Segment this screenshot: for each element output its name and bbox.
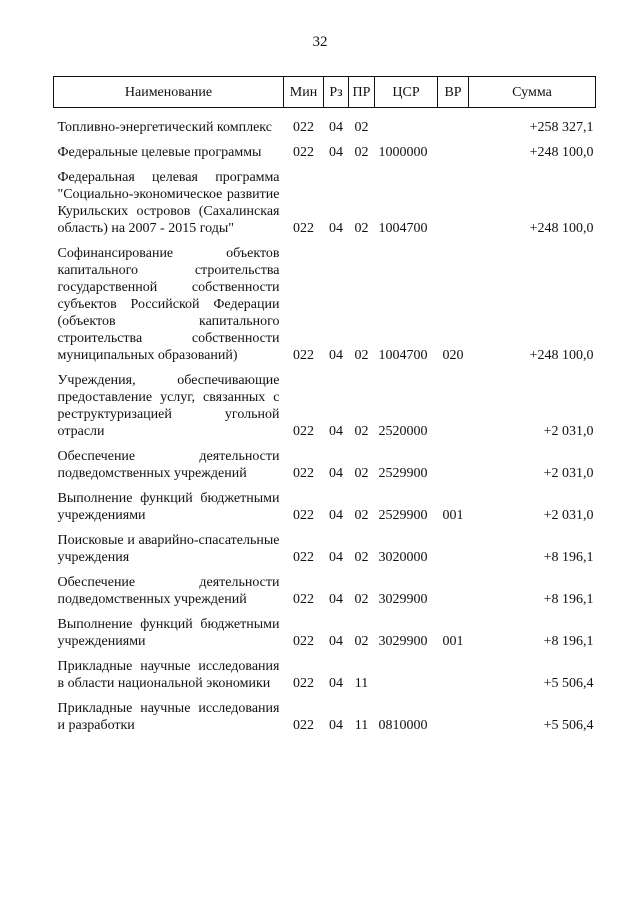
row-min: 022 (293, 466, 314, 481)
row-name: Федеральная целевая программа "Социально-экономическое развитие Курильских островов (Сахалинская область) на 2007 - 2015 годы" (57, 170, 280, 236)
row-name: Софинансирование объектов капитального строительства государственной собственности субъектов Российской Федерации (объектов капитального строительства собственности муниципальных образований) (57, 246, 280, 363)
table-row (54, 650, 596, 692)
row-pr: 02 (354, 221, 369, 236)
row-sum: +248 100,0 (529, 145, 594, 160)
row-sum: +8 196,1 (543, 550, 594, 565)
row-min: 022 (293, 120, 314, 135)
row-sum: +248 100,0 (529, 348, 594, 363)
row-csr: 2529900 (378, 508, 428, 523)
row-rz: 04 (329, 634, 343, 649)
row-rz: 04 (329, 676, 343, 691)
header-name: Наименование (54, 77, 284, 108)
row-name: Топливно-энергетический комплекс (57, 120, 272, 135)
row-rz: 04 (329, 718, 343, 733)
row-csr: 3029900 (378, 592, 428, 607)
row-vr: 020 (442, 348, 464, 363)
row-name: Федеральные целевые программы (57, 145, 262, 160)
row-min: 022 (293, 424, 314, 439)
row-sum: +8 196,1 (543, 592, 594, 607)
row-sum: +2 031,0 (543, 466, 594, 481)
row-vr (438, 650, 469, 692)
row-pr: 02 (354, 120, 369, 135)
row-rz: 04 (329, 424, 343, 439)
row-vr (438, 524, 469, 566)
row-min: 022 (293, 676, 314, 691)
row-vr: 001 (442, 634, 464, 649)
row-csr: 1004700 (378, 348, 428, 363)
row-min: 022 (293, 348, 314, 363)
row-min: 022 (293, 718, 314, 733)
row-csr: 2520000 (378, 424, 428, 439)
row-sum: +5 506,4 (543, 718, 594, 733)
row-sum: +2 031,0 (543, 424, 594, 439)
row-csr: 3029900 (378, 634, 428, 649)
row-name: Обеспечение деятельности подведомственных учреждений (57, 575, 280, 607)
row-rz: 04 (329, 508, 343, 523)
row-pr: 02 (354, 634, 369, 649)
table-row (54, 237, 596, 364)
row-vr (438, 108, 469, 137)
row-rz: 04 (329, 466, 343, 481)
row-pr: 11 (354, 676, 369, 691)
header-rz: Рз (324, 77, 349, 108)
table-row (54, 524, 596, 566)
row-name: Обеспечение деятельности подведомственных учреждений (57, 449, 280, 481)
table-body (54, 108, 596, 735)
row-name: Прикладные научные исследования в области национальной экономики (57, 659, 280, 691)
row-vr (438, 440, 469, 482)
row-pr: 02 (354, 466, 369, 481)
row-rz: 04 (329, 221, 343, 236)
header-pr: ПР (349, 77, 375, 108)
row-sum: +258 327,1 (529, 120, 594, 135)
table-row (54, 108, 596, 137)
row-rz: 04 (329, 348, 343, 363)
row-name: Выполнение функций бюджетными учреждениями (57, 491, 280, 523)
row-pr: 02 (354, 145, 369, 160)
row-pr: 02 (354, 348, 369, 363)
row-name: Поисковые и аварийно-спасательные учреждения (57, 533, 280, 565)
row-csr (375, 650, 438, 692)
row-min: 022 (293, 592, 314, 607)
row-rz: 04 (329, 550, 343, 565)
row-sum: +8 196,1 (543, 634, 594, 649)
row-csr: 2529900 (378, 466, 428, 481)
row-vr (438, 692, 469, 734)
row-name: Прикладные научные исследования и разработки (57, 701, 280, 733)
row-name: Выполнение функций бюджетными учреждениями (57, 617, 280, 649)
row-vr: 001 (442, 508, 464, 523)
row-name: Учреждения, обеспечивающие предоставление услуг, связанных с реструктуризацией угольной отрасли (57, 373, 280, 439)
row-min: 022 (293, 550, 314, 565)
table-row (54, 608, 596, 650)
row-sum: +248 100,0 (529, 221, 594, 236)
table-header-row (54, 77, 596, 108)
row-vr (438, 161, 469, 237)
row-csr: 1004700 (378, 221, 428, 236)
row-csr: 0810000 (378, 718, 428, 733)
row-sum: +5 506,4 (543, 676, 594, 691)
row-min: 022 (293, 145, 314, 160)
row-min: 022 (293, 221, 314, 236)
table-row (54, 136, 596, 161)
row-pr: 11 (354, 718, 369, 733)
row-pr: 02 (354, 592, 369, 607)
header-csr: ЦСР (375, 77, 438, 108)
row-vr (438, 566, 469, 608)
page-number: 32 (312, 34, 328, 50)
header-min: Мин (284, 77, 324, 108)
header-vr: ВР (438, 77, 469, 108)
row-rz: 04 (329, 145, 343, 160)
row-rz: 04 (329, 592, 343, 607)
row-rz: 04 (329, 120, 343, 135)
row-csr (375, 108, 438, 137)
header-sum: Сумма (469, 77, 596, 108)
table-row (54, 566, 596, 608)
row-csr: 1000000 (378, 145, 428, 160)
row-csr: 3020000 (378, 550, 428, 565)
row-min: 022 (293, 634, 314, 649)
row-vr (438, 136, 469, 161)
table-row (54, 440, 596, 482)
budget-table (53, 76, 596, 734)
row-pr: 02 (354, 550, 369, 565)
table-row (54, 161, 596, 237)
row-vr (438, 364, 469, 440)
table-row (54, 692, 596, 734)
row-min: 022 (293, 508, 314, 523)
row-sum: +2 031,0 (543, 508, 594, 523)
table-row (54, 364, 596, 440)
row-pr: 02 (354, 424, 369, 439)
table-row (54, 482, 596, 524)
row-pr: 02 (354, 508, 369, 523)
